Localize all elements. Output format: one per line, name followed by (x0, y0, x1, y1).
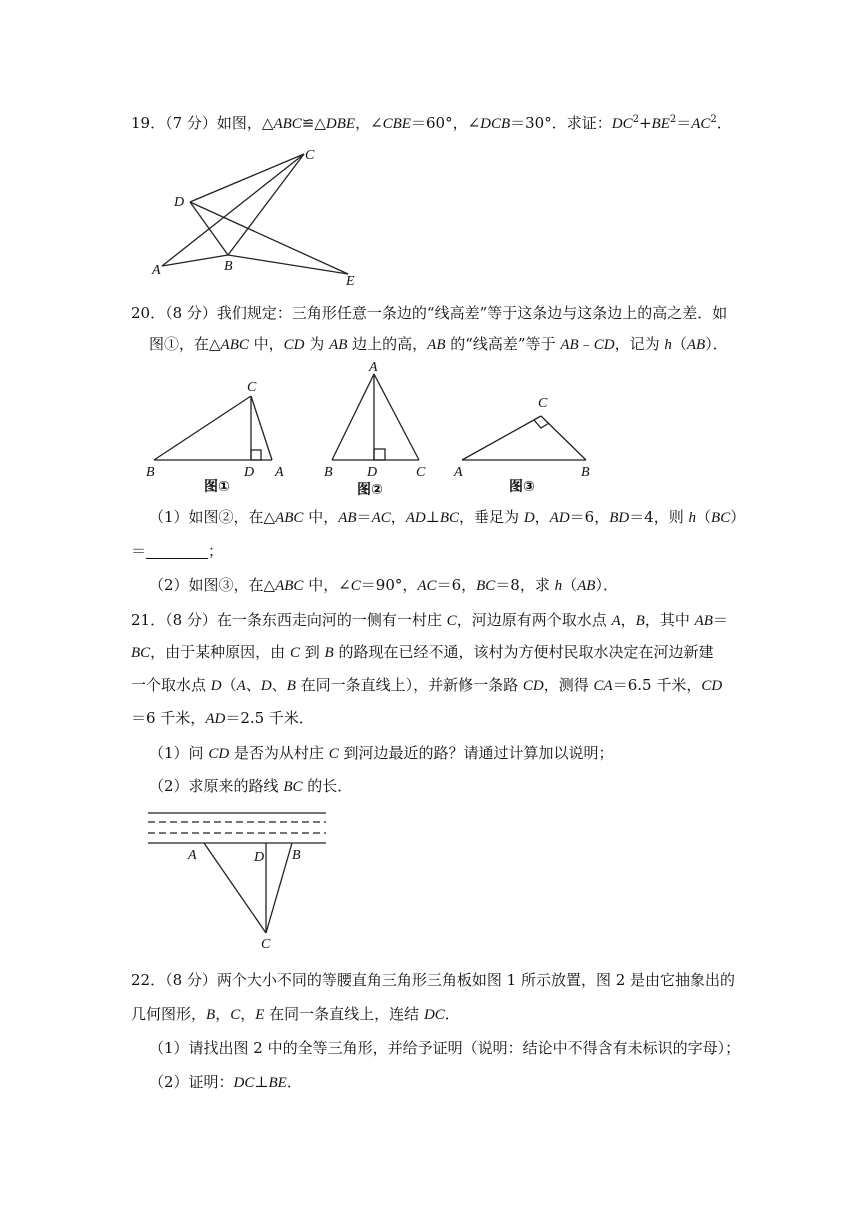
svg-text:B: B (324, 465, 333, 480)
q19-label-d: D (174, 195, 185, 210)
q21-figure (140, 805, 340, 955)
q22-sub1: （1）请找出图 2 中的全等三角形，并给予证明（说明：结论中不得含有未标识的字母）； (149, 1039, 741, 1057)
svg-text:C: C (416, 465, 426, 480)
svg-text:B: B (292, 848, 301, 863)
q22-line1: 22．（8 分）两个大小不同的等腰直角三角形三角板如图 1 所示放置，图 2 是由它抽象出的 (131, 971, 736, 989)
q21-line2: BC，由于某种原因，由 C 到 B 的路现在已经不通，该村为方便村民取水决定在河边新建 (131, 643, 714, 661)
q21-line3: 一个取水点 D（A、D、B 在同一条直线上），并新修一条路 CD，测得 CA＝6.5 千米，CD (131, 676, 723, 694)
svg-text:A: A (454, 465, 463, 480)
q22-sub2: （2）证明：DC⊥BE． (149, 1073, 302, 1091)
q19-label-b: B (224, 259, 233, 274)
svg-text:B: B (581, 465, 590, 480)
q19-label-e: E (346, 274, 355, 289)
q20-line2: 图①，在△ABC 中，CD 为 AB 边上的高，AB 的“线高差”等于 AB﹣CD，记为 h（AB）． (149, 335, 728, 353)
q19-label-a: A (152, 263, 161, 278)
svg-text:A: A (369, 360, 378, 375)
q20-figures (140, 360, 610, 500)
svg-text:A: A (275, 465, 284, 480)
q21-line4: ＝6 千米，AD＝2.5 千米． (131, 709, 314, 727)
q20-fig2-caption: 图② (357, 482, 383, 498)
svg-text:B: B (146, 465, 155, 480)
q21-sub2: （2）求原来的路线 BC 的长． (149, 777, 353, 795)
q20-fig1-caption: 图① (204, 479, 230, 495)
svg-text:D: D (244, 465, 255, 480)
q21-sub1: （1）问 CD 是否为从村庄 C 到河边最近的路？请通过计算加以说明； (149, 744, 614, 762)
svg-text:D: D (254, 850, 265, 865)
q19-statement: 19．（7 分）如图，△ABC≌△DBE，∠CBE＝60°，∠DCB＝30°．求证：$DC^2+BE^2=AC^2$． (131, 114, 732, 132)
q19-figure (140, 140, 380, 290)
q22-line2: 几何图形，B，C，E 在同一条直线上，连结 DC． (131, 1005, 460, 1023)
svg-text:C: C (261, 937, 271, 952)
svg-text:C: C (247, 380, 257, 395)
svg-text:D: D (367, 465, 378, 480)
q20-sub1-line2: ＝ ； (131, 542, 224, 560)
svg-text:C: C (538, 396, 548, 411)
q21-line1: 21．（8 分）在一条东西走向河的一侧有一村庄 C，河边原有两个取水点 A，B，其中 AB＝ (131, 611, 728, 629)
answer-blank[interactable] (146, 544, 208, 559)
q20-sub1-line1: （1）如图②，在△ABC 中，AB＝AC，AD⊥BC，垂足为 D，AD＝6，BD＝4，则 h（BC） (149, 508, 746, 526)
q20-line1: 20．（8 分）我们规定：三角形任意一条边的“线高差”等于这条边与这条边上的高之差．如 (131, 304, 728, 322)
svg-text:A: A (188, 848, 197, 863)
q20-fig3-caption: 图③ (509, 479, 535, 495)
q20-sub2: （2）如图③，在△ABC 中，∠C＝90°，AC＝6，BC＝8，求 h（AB）． (149, 576, 618, 594)
q19-label-c: C (305, 148, 315, 163)
